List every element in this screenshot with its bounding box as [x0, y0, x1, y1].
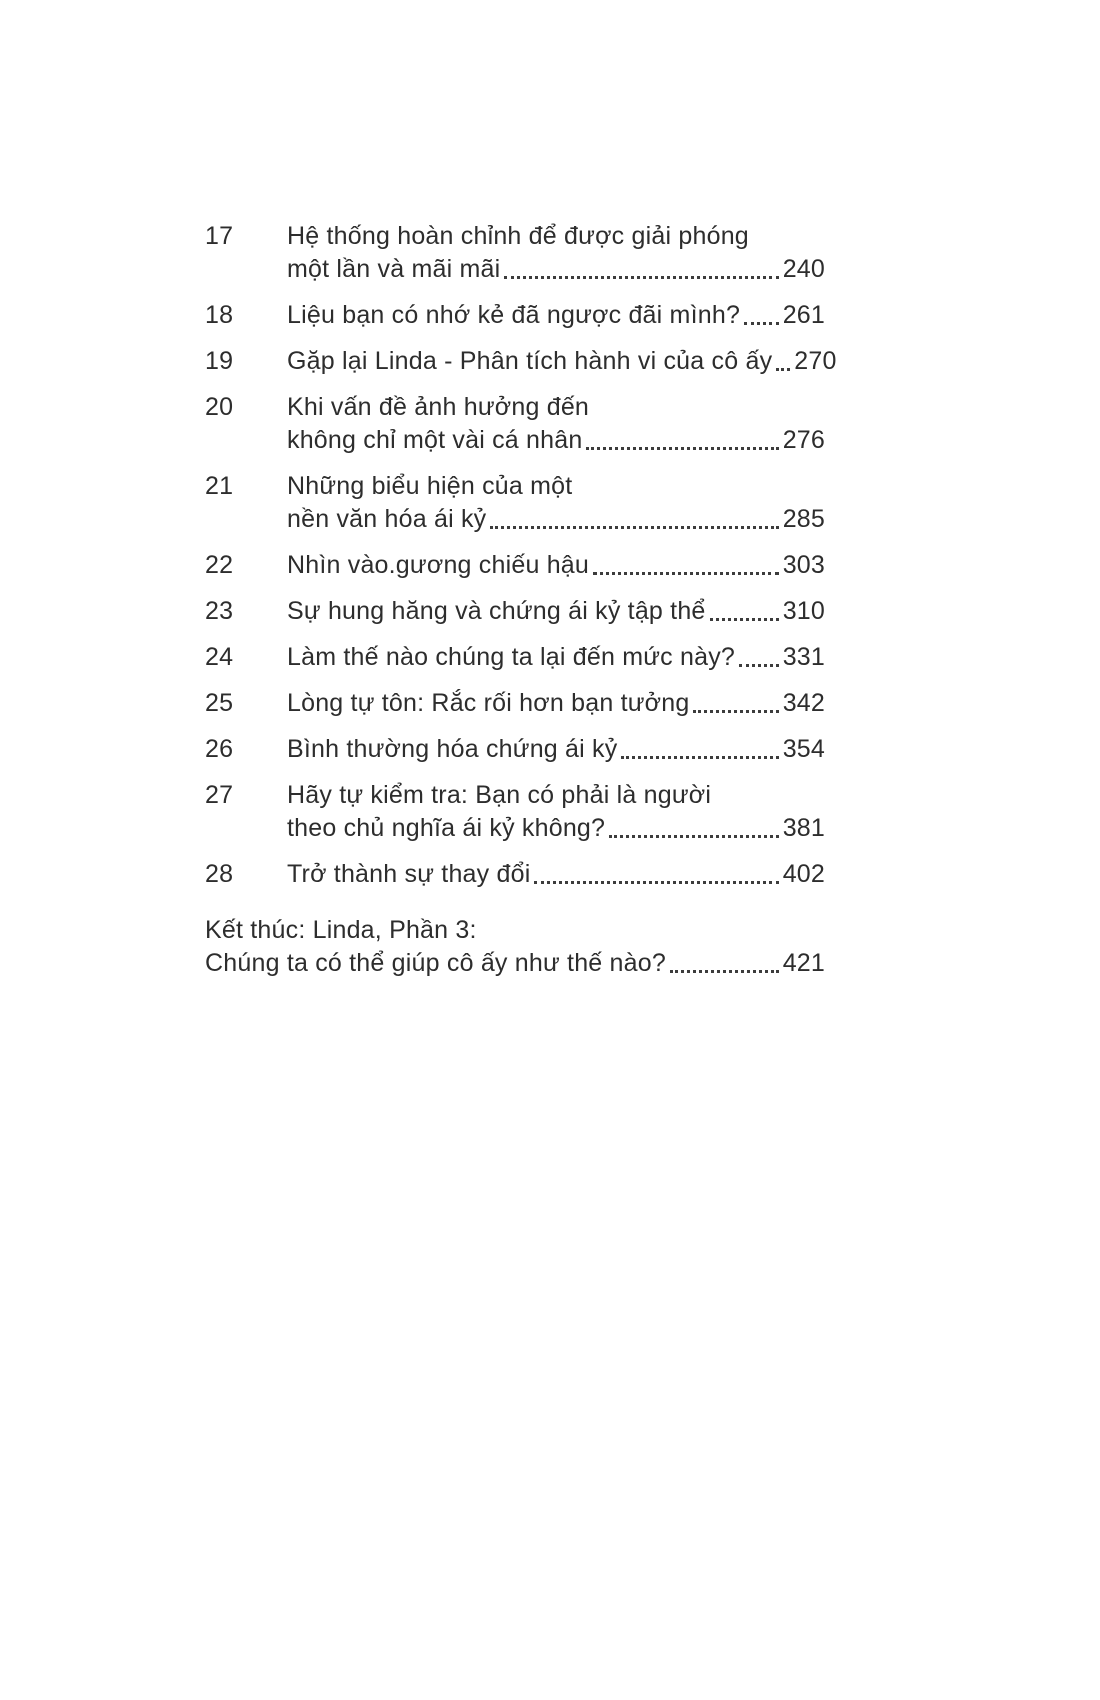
page-number: 342 — [782, 689, 825, 717]
dot-leader — [504, 253, 778, 279]
chapter-title-line: Khi vấn đề ảnh hưởng đến — [287, 393, 590, 421]
chapter-title-line: Sự hung hăng và chứng ái kỷ tập thể — [287, 597, 706, 625]
chapter-number: 23 — [205, 597, 234, 625]
chapter-number: 25 — [205, 689, 234, 717]
chapter-title-line: không chỉ một vài cá nhân — [287, 426, 583, 454]
dot-leader — [744, 299, 779, 325]
chapter-number: 28 — [205, 860, 234, 888]
chapter-title — [287, 299, 825, 332]
chapter-title-line: Hãy tự kiểm tra: Bạn có phải là người — [287, 781, 712, 809]
chapter-title-line: Bình thường hóa chứng ái kỷ — [287, 735, 618, 763]
chapter-number: 17 — [205, 222, 234, 250]
chapter-title-line: một lần và mãi mãi — [287, 255, 501, 283]
chapter-title — [287, 733, 825, 766]
toc-entry — [205, 641, 825, 674]
chapter-number: 18 — [205, 301, 234, 329]
ending-title-line: Kết thúc: Linda, Phần 3: — [205, 916, 477, 944]
dot-leader — [593, 549, 779, 575]
dot-leader — [609, 812, 779, 838]
chapter-title-line: Gặp lại Linda - Phân tích hành vi của cô ấy — [287, 347, 773, 375]
chapter-title — [287, 391, 825, 457]
page-number: 402 — [782, 860, 825, 888]
chapter-title — [287, 549, 825, 582]
chapter-number: 24 — [205, 643, 234, 671]
toc-entry — [205, 299, 825, 332]
toc-ending-entry — [205, 914, 825, 980]
dot-leader — [621, 733, 778, 759]
toc-entry — [205, 470, 825, 536]
page-number: 303 — [782, 551, 825, 579]
toc-entry — [205, 779, 825, 845]
dot-leader — [670, 947, 779, 973]
chapter-title-line: Những biểu hiện của một — [287, 472, 573, 500]
toc-entry — [205, 345, 837, 378]
page-number: 331 — [782, 643, 825, 671]
chapter-title — [287, 345, 837, 378]
chapter-title-line: Trở thành sự thay đổi — [287, 860, 531, 888]
toc-entry — [205, 549, 825, 582]
chapter-title-line: nền văn hóa ái kỷ — [287, 505, 487, 533]
chapter-title — [287, 595, 825, 628]
ending-title-line: Chúng ta có thể giúp cô ấy như thế nào? — [205, 949, 666, 977]
dot-leader — [776, 345, 790, 371]
dot-leader — [534, 858, 778, 884]
page-number: 285 — [782, 505, 825, 533]
chapter-number: 21 — [205, 472, 234, 500]
dot-leader — [693, 687, 778, 713]
chapter-title — [287, 641, 825, 674]
toc-entry — [205, 687, 825, 720]
page-number: 421 — [782, 949, 825, 977]
dot-leader — [586, 424, 778, 450]
toc-entry — [205, 391, 825, 457]
chapter-title-line: theo chủ nghĩa ái kỷ không? — [287, 814, 606, 842]
chapter-number: 22 — [205, 551, 234, 579]
toc-entry — [205, 220, 825, 286]
page-number: 354 — [782, 735, 825, 763]
page-number: 270 — [794, 347, 837, 375]
page-number: 276 — [782, 426, 825, 454]
chapter-title-line: Hệ thống hoàn chỉnh để được giải phóng — [287, 222, 749, 250]
chapter-title-line: Làm thế nào chúng ta lại đến mức này? — [287, 643, 736, 671]
page-number: 261 — [782, 301, 825, 329]
toc-entry — [205, 858, 825, 891]
chapter-title — [287, 220, 825, 286]
chapter-number: 20 — [205, 393, 234, 421]
page-number: 381 — [782, 814, 825, 842]
dot-leader — [739, 641, 779, 667]
dot-leader — [710, 595, 779, 621]
page-number: 240 — [782, 255, 825, 283]
chapter-title-line: Liệu bạn có nhớ kẻ đã ngược đãi mình? — [287, 301, 741, 329]
chapter-number: 19 — [205, 347, 234, 375]
table-of-contents — [205, 220, 837, 980]
toc-entry — [205, 595, 825, 628]
chapter-title-line: Lòng tự tôn: Rắc rối hơn bạn tưởng — [287, 689, 690, 717]
chapter-title — [287, 858, 825, 891]
chapter-title-line: Nhìn vào.gương chiếu hậu — [287, 551, 590, 579]
chapter-title — [287, 470, 825, 536]
page-number: 310 — [782, 597, 825, 625]
chapter-title — [287, 687, 825, 720]
toc-entry — [205, 733, 825, 766]
chapter-title — [287, 779, 825, 845]
dot-leader — [490, 503, 778, 529]
chapter-number: 26 — [205, 735, 234, 763]
chapter-number: 27 — [205, 781, 234, 809]
